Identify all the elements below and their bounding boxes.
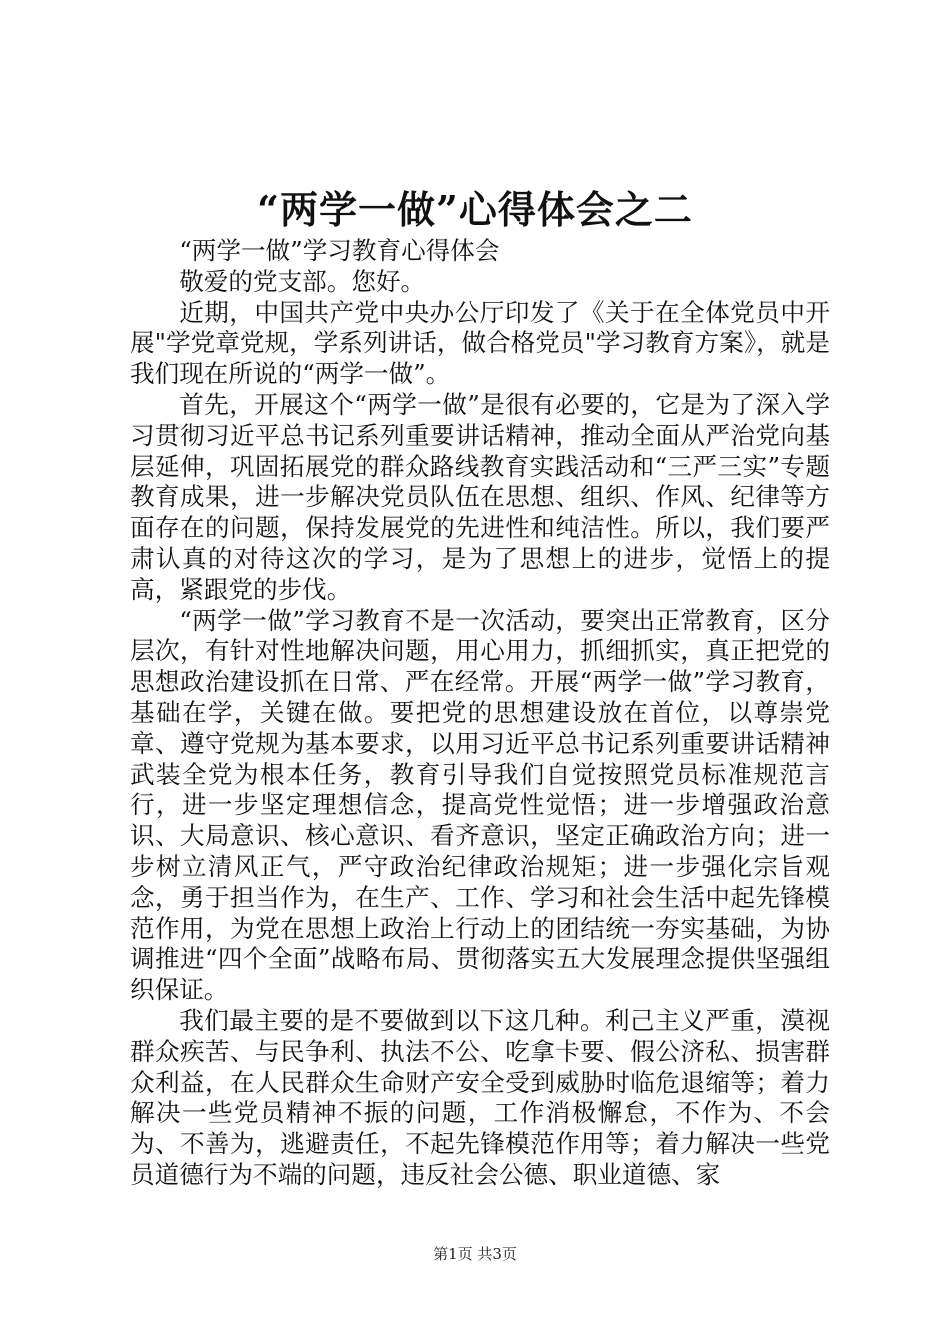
document-body — [130, 236, 830, 1191]
document-title: “两学一做”心得体会之二 — [257, 187, 693, 232]
page-number-footer: 第1页 共3页 — [433, 1245, 517, 1263]
body-paragraph: “两学一做”学习教育不是一次活动，要突出正常教育，区分层次，有针对性地解决问题，用心用力，抓细抓实，真正把党的思想政治建设抓在日常、严在经常。开展“两学一做”学习教育，基础在学，关键在做。要把党的思想建设放在首位，以尊崇党章、遵守党规为基本要求，以用习近平总书记系列重要讲话精神武装全党为根本任务，教育引导我们自觉按照党员标准规范言行，进一步坚定理想信念，提高党性觉悟；进一步增强政治意识、大局意识、核心意识、看齐意识，坚定正确政治方向；进一步树立清风正气，严守政治纪律政治规矩；进一步强化宗旨观念，勇于担当作为，在生产、工作、学习和社会生活中起先锋模范作用，为党在思想上政治上行动上的团结统一夯实基础，为协调推进“四个全面”战略布局、贯彻落实五大发展理念提供坚强组织保证。 — [130, 605, 830, 1005]
salutation-paragraph: 敬爱的党支部。您好。 — [179, 266, 426, 296]
body-paragraph: 首先，开展这个“两学一做”是很有必要的，它是为了深入学习贯彻习近平总书记系列重要讲话精神，推动全面从严治党向基层延伸，巩固拓展党的群众路线教育实践活动和“三严三实”专题教育成果，进一步解决党员队伍在思想、组织、作风、纪律等方面存在的问题，保持发展党的先进性和纯洁性。所以，我们要严肃认真的对待这次的学习，是为了思想上的进步，觉悟上的提高，紧跟党的步伐。 — [130, 389, 830, 604]
body-paragraph: 近期，中国共产党中央办公厅印发了《关于在全体党员中开展"学党章党规，学系列讲话，做合格党员"学习教育方案》，就是我们现在所说的“两学一做”。 — [130, 297, 830, 389]
body-paragraph: 我们最主要的是不要做到以下这几种。利己主义严重，漠视群众疾苦、与民争利、执法不公、吃拿卡要、假公济私、损害群众利益，在人民群众生命财产安全受到威胁时临危退缩等；着力解决一些党员精神不振的问题，工作消极懈怠，不作为、不会为、不善为，逃避责任，不起先锋模范作用等；着力解决一些党员道德行为不端的问题，违反社会公德、职业道德、家 — [130, 1005, 830, 1189]
subtitle-paragraph: “两学一做”学习教育心得体会 — [179, 236, 500, 265]
